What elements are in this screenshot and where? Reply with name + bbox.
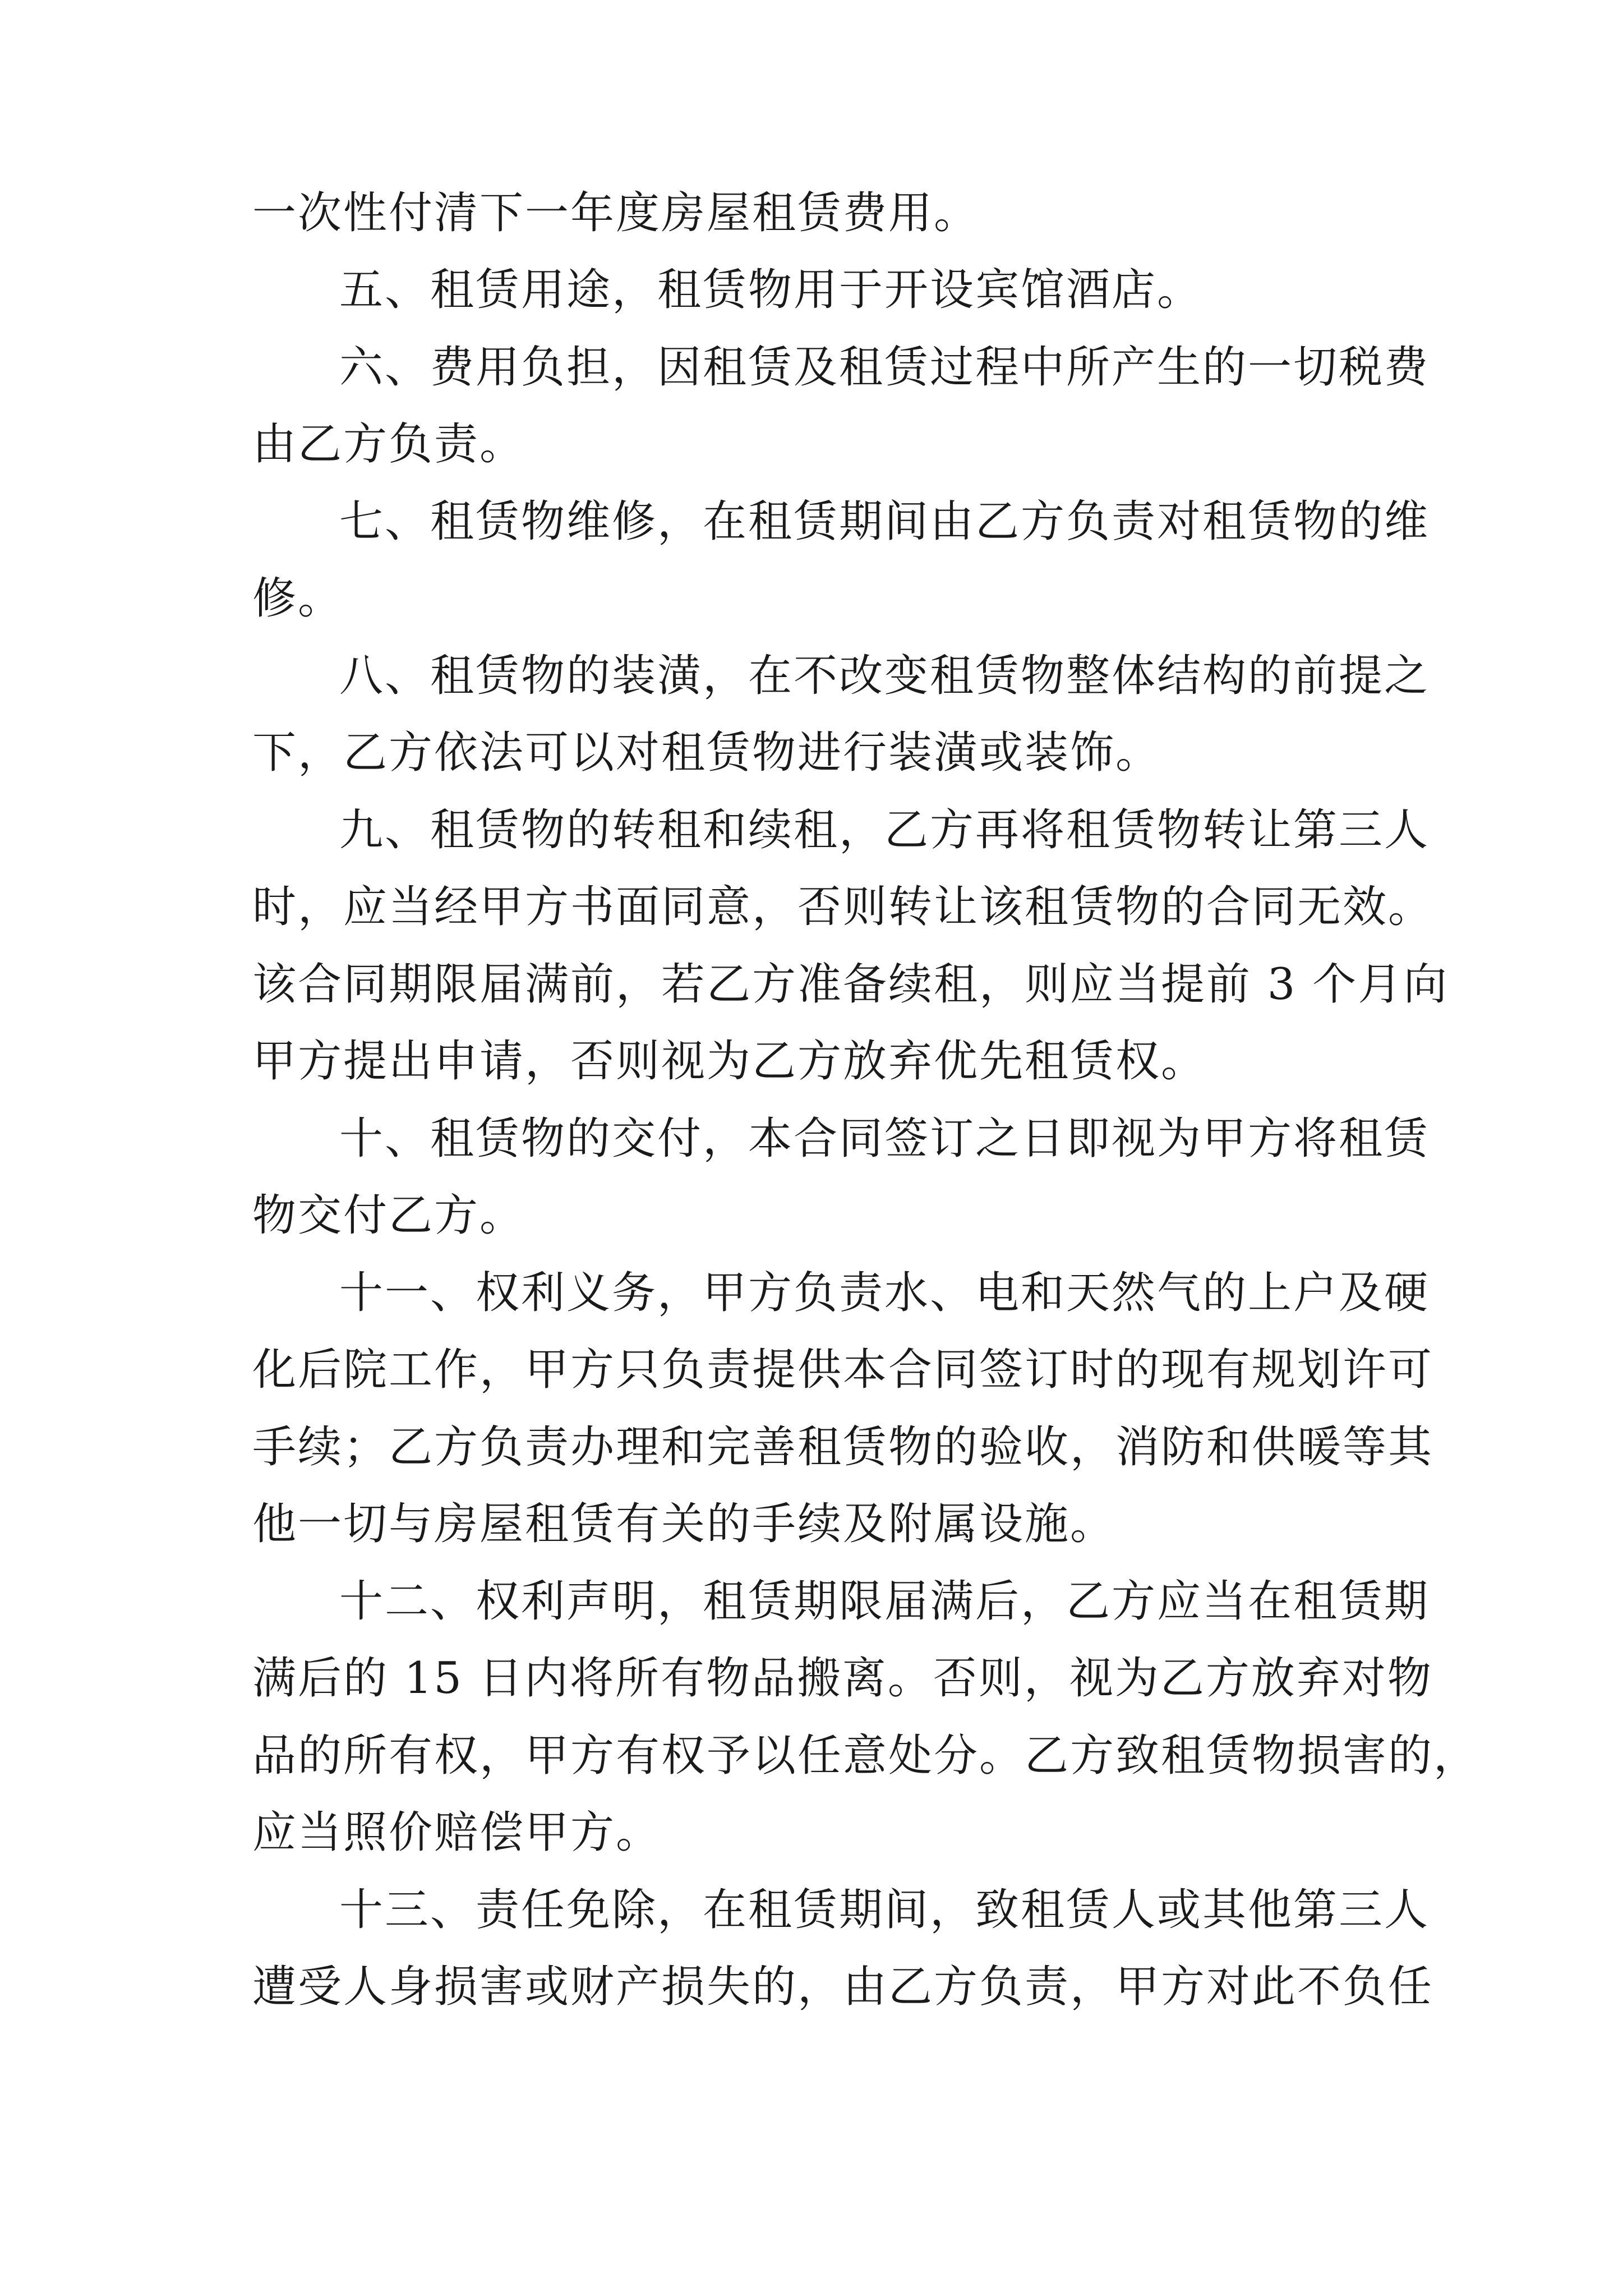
text-line: 时，应当经甲方书面同意，否则转让该租赁物的合同无效。 — [252, 882, 1434, 932]
clause-13-line: 十三、责任免除，在租赁期间，致租赁人或其他第三人 — [339, 1885, 1430, 1935]
text-line: 修。 — [252, 573, 344, 624]
text-line: 一次性付清下一年度房屋租赁费用。 — [252, 188, 980, 238]
clause-7-line: 七、租赁物维修，在租赁期间由乙方负责对租赁物的维 — [339, 496, 1430, 547]
text-line: 应当照价赔偿甲方。 — [252, 1807, 662, 1858]
text-line: 该合同期限届满前，若乙方准备续租，则应当提前 3 个月向 — [252, 959, 1449, 1010]
text-line: 物交付乙方。 — [252, 1190, 525, 1241]
clause-10-line: 十、租赁物的交付，本合同签订之日即视为甲方将租赁 — [339, 1114, 1430, 1164]
text-line: 下，乙方依法可以对租赁物进行装潢或装饰。 — [252, 728, 1161, 778]
clause-12-line: 十二、权利声明，租赁期限届满后，乙方应当在租赁期 — [339, 1576, 1430, 1627]
clause-8-line: 八、租赁物的装潢，在不改变租赁物整体结构的前提之 — [339, 651, 1430, 701]
text-line: 遭受人身损害或财产损失的，由乙方负责，甲方对此不负任 — [252, 1962, 1434, 2012]
clause-6-line: 六、费用负担，因租赁及租赁过程中所产生的一切税费 — [339, 342, 1430, 393]
text-line: 化后院工作，甲方只负责提供本合同签订时的现有规划许可 — [252, 1345, 1434, 1395]
clause-5-line: 五、租赁用途，租赁物用于开设宾馆酒店。 — [339, 265, 1203, 315]
text-line: 甲方提出申请，否则视为乙方放弃优先租赁权。 — [252, 1036, 1207, 1087]
text-line: 他一切与房屋租赁有关的手续及附属设施。 — [252, 1499, 1116, 1549]
text-line: 满后的 15 日内将所有物品搬离。否则，视为乙方放弃对物 — [252, 1653, 1433, 1704]
clause-9-line: 九、租赁物的转租和续租，乙方再将租赁物转让第三人 — [339, 805, 1430, 855]
clause-11-line: 十一、权利义务，甲方负责水、电和天然气的上户及硬 — [339, 1268, 1430, 1318]
text-line: 品的所有权，甲方有权予以任意处分。乙方致租赁物损害的， — [252, 1731, 1479, 1781]
text-line: 由乙方负责。 — [252, 419, 525, 470]
text-line: 手续；乙方负责办理和完善租赁物的验收，消防和供暖等其 — [252, 1422, 1434, 1473]
